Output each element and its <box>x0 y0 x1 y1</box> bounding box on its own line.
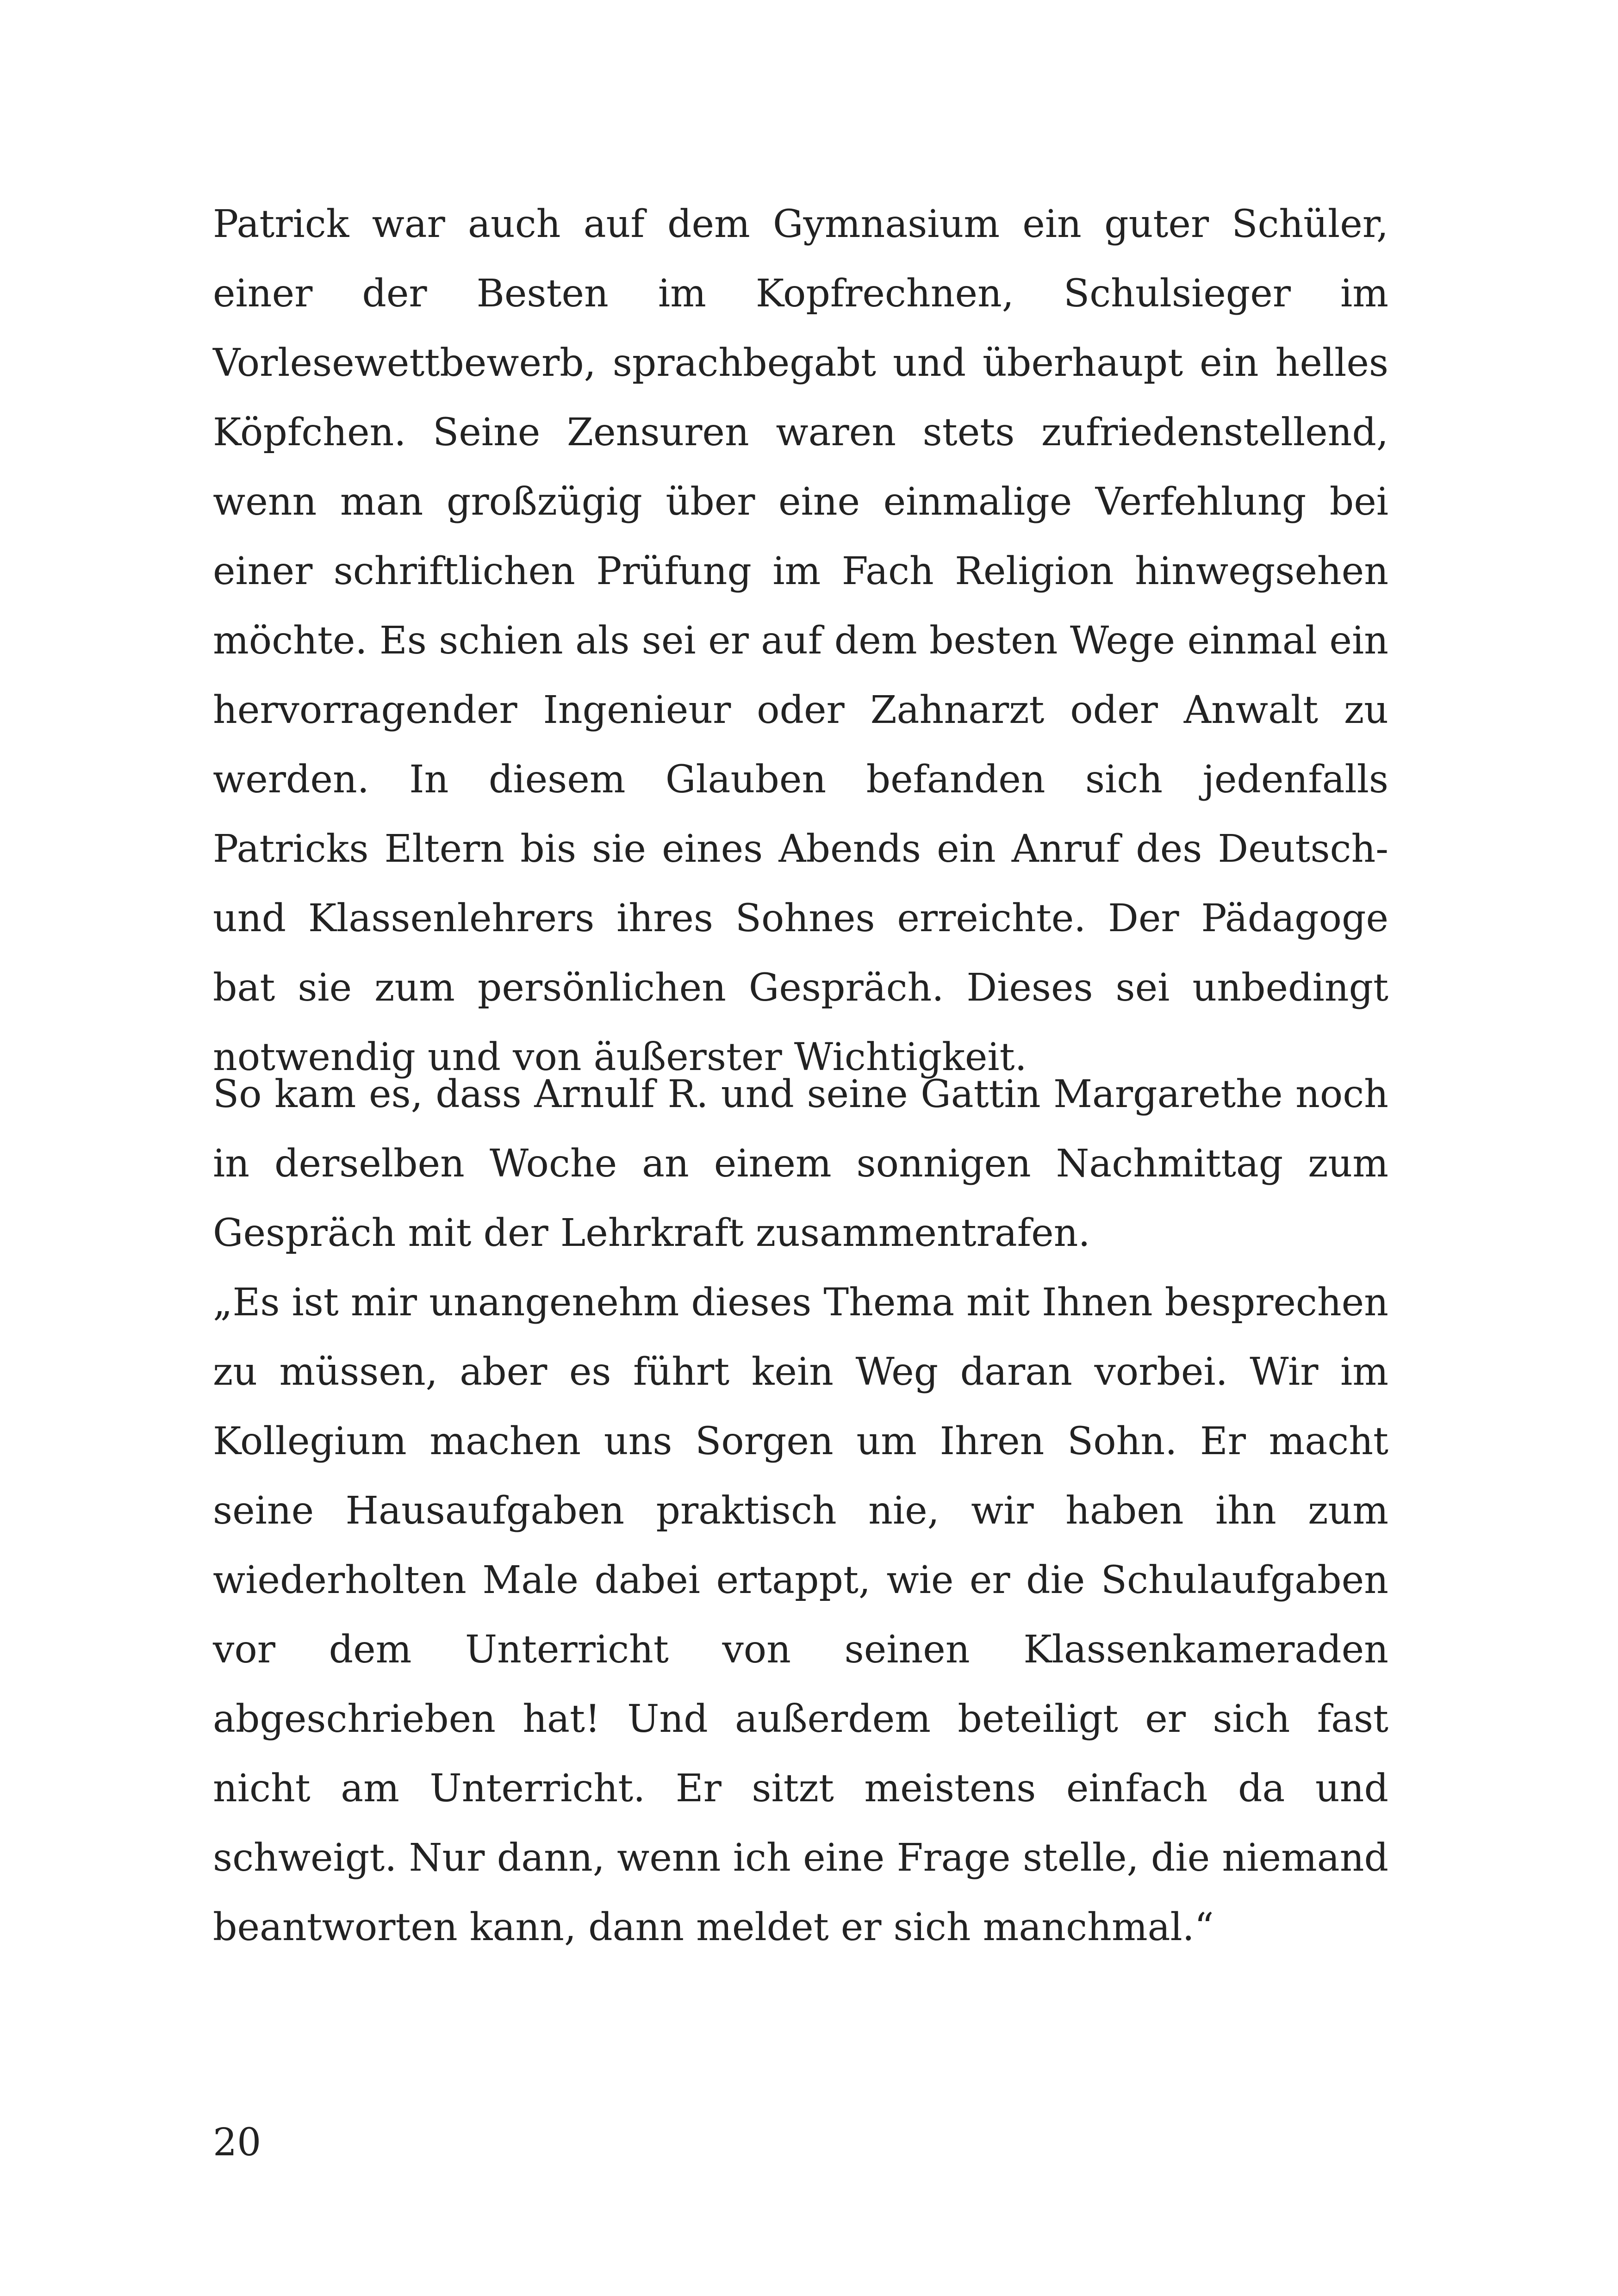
paragraph-2 <box>213 1060 1388 1268</box>
paragraph-1-text: Patrick war auch auf dem Gymnasium ein guter Schüler, einer der Besten im Kopfrechnen, Schulsieger im Vorlesewettbewerb, sprachbegabt und überhaupt ein helles Köpfchen. Seine Zensuren waren stets zufriedenstellend, wenn man großzügig über eine einmalige Verfehlung bei einer schriftlichen Prüfung im Fach Religion hinwegsehen möchte. Es schien als sei er auf dem besten Wege einmal ein hervorragender Ingenieur oder Zahnarzt oder Anwalt zu werden. In diesem Glauben befanden sich jedenfalls Patricks Eltern bis sie eines Abends ein Anruf des Deutsch- und Klassenlehrers ihres Sohnes erreichte. Der Pädagoge bat sie zum persönlichen Gespräch. Dieses sei unbedingt notwendig und von äußerster Wichtigkeit. <box>213 202 1388 1079</box>
paragraph-3 <box>213 1268 1388 1962</box>
paragraph-3-text: „Es ist mir unangenehm dieses Thema mit Ihnen besprechen zu müssen, aber es führt kein Weg daran vorbei. Wir im Kollegium machen uns Sorgen um Ihren Sohn. Er macht seine Hausaufgaben praktisch nie, wir haben ihn zum wiederholten Male dabei ertappt, wie er die Schulaufgaben vor dem Unterricht von seinen Klassenkameraden abgeschrieben hat! Und außerdem beteiligt er sich fast nicht am Unterricht. Er sitzt meistens einfach da und schweigt. Nur dann, wenn ich eine Frage stelle, die niemand beantworten kann, dann meldet er sich manchmal.“ <box>213 1281 1388 1949</box>
paragraph-2-text: So kam es, dass Arnulf R. und seine Gattin Margarethe noch in derselben Woche an einem sonnigen Nachmittag zum Gespräch mit der Lehrkraft zusammentrafen. <box>213 1072 1388 1255</box>
paragraph-1 <box>213 190 1388 1092</box>
page-number: 20 <box>213 2121 261 2165</box>
